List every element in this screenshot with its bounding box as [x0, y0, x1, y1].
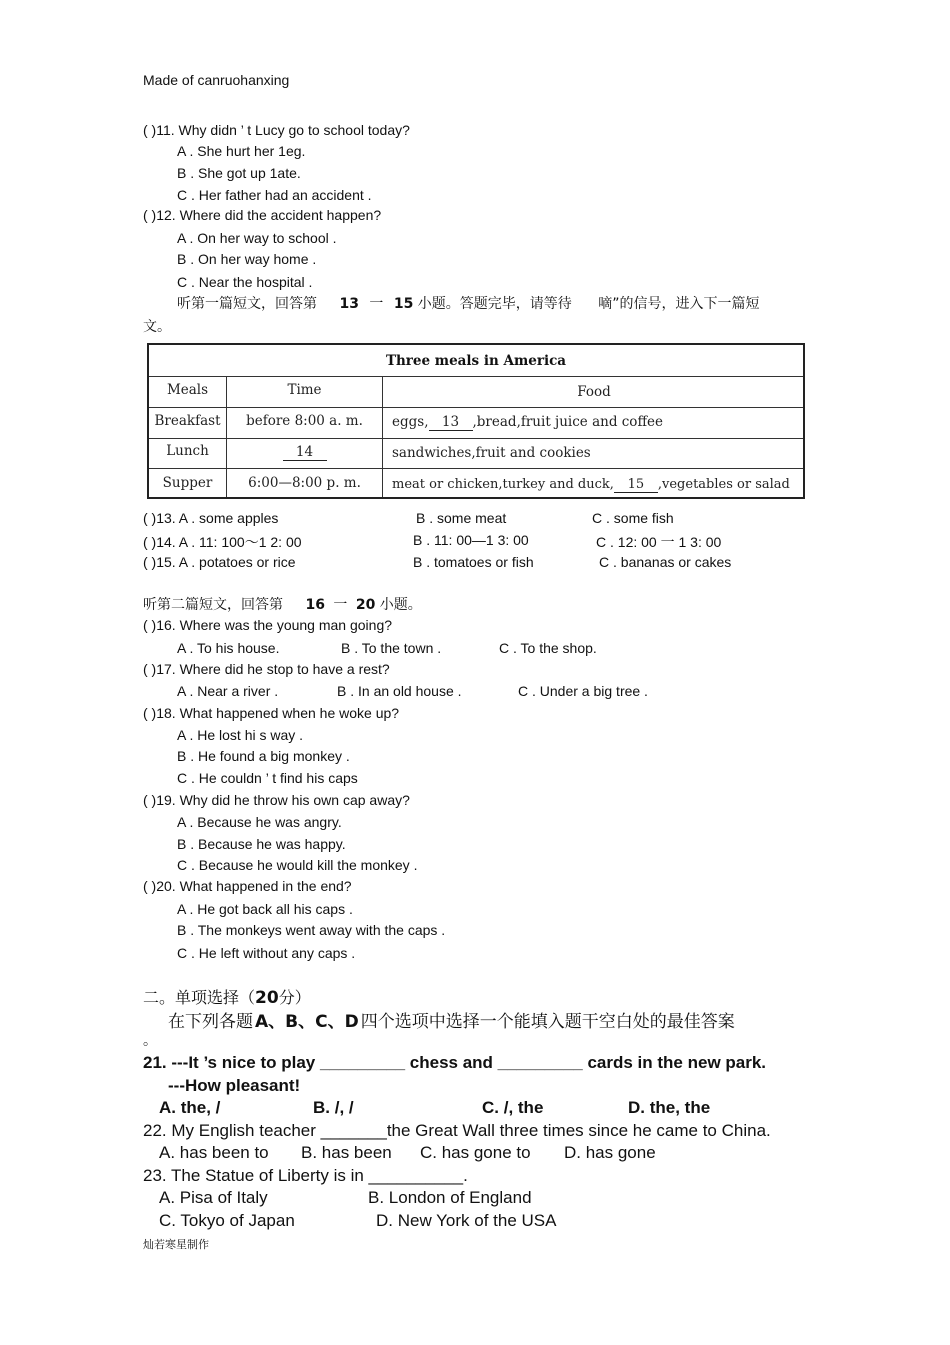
q14-option-b: B . 11: 00—1 3: 00: [413, 532, 529, 548]
instr2-post: 小题。: [379, 597, 422, 613]
section-2-instr-post: 四个选项中选择一个能填入题干空白处的最佳答案: [360, 1012, 735, 1032]
question-16: ( )16. Where was the young man going?: [143, 617, 393, 633]
q23-option-d: D. New York of the USA: [376, 1211, 557, 1230]
question-20: ( )20. What happened in the end?: [143, 878, 352, 894]
section-2-instr-pre: 在下列各题: [168, 1012, 253, 1032]
q23-option-c: C. Tokyo of Japan: [159, 1211, 295, 1230]
food-breakfast: [392, 414, 663, 431]
time-breakfast: before 8:00 a. m.: [246, 413, 363, 429]
q11-option-a: A . She hurt her 1eg.: [177, 143, 306, 159]
question-21: 21. ---It ’s nice to play _________ chess and _________ cards in the new park.: [143, 1053, 767, 1072]
header-food: Food: [577, 384, 611, 400]
instr2-n1: 16: [305, 597, 325, 613]
food-lunch: sandwiches,fruit and cookies: [392, 445, 591, 461]
q18-option-a: A . He lost hi s way .: [177, 727, 304, 743]
q15-option-c: C . bananas or cakes: [599, 554, 732, 570]
food-supper-post: ,vegetables or salad: [657, 477, 790, 492]
question-22: 22. My English teacher _______the Great Wall three times since he came to China.: [143, 1121, 771, 1140]
q17-option-b: B . In an old house .: [337, 683, 462, 699]
question-18: ( )18. What happened when he woke up?: [143, 705, 400, 721]
q18-option-c: C . He couldn ’ t find his caps: [177, 770, 358, 786]
question-17: ( )17. Where did he stop to have a rest?: [143, 661, 390, 677]
q21-reply: ---How pleasant!: [168, 1076, 301, 1095]
listening-instruction-2: [143, 594, 422, 614]
section-2-title-pre: 二。单项选择（: [143, 988, 256, 1007]
instr2-n2: 20: [355, 597, 376, 613]
section-2-title-post: 分）: [278, 988, 311, 1007]
header-time: Time: [287, 382, 322, 398]
food-breakfast-post: ,bread,fruit juice and coffee: [472, 414, 664, 430]
question-15: ( )15. A . potatoes or rice: [143, 554, 296, 570]
table-title: Three meals in America: [385, 353, 567, 369]
section-2-score: 20: [255, 988, 279, 1008]
q13-option-b: B . some meat: [416, 510, 507, 526]
instr2-dash: 一: [333, 597, 348, 613]
food-supper: [392, 477, 790, 493]
instr1-n1: 13: [339, 296, 359, 312]
q22-option-c: C. has gone to: [420, 1143, 531, 1162]
instr1-post: 小题。答题完毕，请等待: [417, 296, 572, 312]
page-footer: 灿若寒星制作: [143, 1238, 209, 1251]
instr1-n2: 15: [393, 296, 414, 312]
q21-option-a: A. the, /: [159, 1098, 221, 1117]
blank-14: 14: [283, 444, 327, 461]
meal-lunch: Lunch: [166, 443, 209, 459]
q11-option-c: C . Her father had an accident .: [177, 187, 372, 203]
question-11: ( )11. Why didn ’ t Lucy go to school today?: [143, 122, 410, 138]
q23-option-a: A. Pisa of Italy: [159, 1188, 268, 1207]
blank-13: 13: [429, 414, 473, 431]
question-12: ( )12. Where did the accident happen?: [143, 207, 382, 223]
q17-option-c: C . Under a big tree .: [518, 683, 648, 699]
listening-instruction-1: [177, 293, 760, 313]
meal-breakfast: Breakfast: [154, 413, 221, 429]
q15-option-b: B . tomatoes or fish: [413, 554, 534, 570]
q16-option-c: C . To the shop.: [499, 640, 597, 656]
page-header: Made of canruohanxing: [143, 72, 290, 88]
q13-option-c: C . some fish: [592, 510, 674, 526]
three-meals-table: [147, 343, 805, 499]
question-23: 23. The Statue of Liberty is in __________.: [143, 1166, 468, 1185]
q19-option-c: C . Because he would kill the monkey .: [177, 857, 418, 873]
q11-option-b: B . She got up 1ate.: [177, 165, 301, 181]
q17-option-a: A . Near a river .: [177, 683, 279, 699]
blank-15: 15: [614, 477, 658, 493]
q16-option-b: B . To the town .: [341, 640, 442, 656]
food-supper-pre: meat or chicken,turkey and duck,: [392, 477, 614, 492]
q20-option-a: A . He got back all his caps .: [177, 901, 353, 917]
q22-option-b: B. has been: [301, 1143, 392, 1162]
q21-option-b: B. /, /: [313, 1098, 354, 1117]
instr2-pre: 听第二篇短文，回答第: [143, 597, 283, 613]
instr1-dash: 一: [369, 296, 384, 312]
q21-option-d: D. the, the: [628, 1098, 711, 1117]
time-lunch: [227, 444, 382, 461]
q12-option-b: B . On her way home .: [177, 251, 317, 267]
q19-option-a: A . Because he was angry.: [177, 814, 342, 830]
q14-option-c: C . 12: 00 一 1 3: 00: [596, 534, 722, 550]
section-2-title: [143, 985, 311, 1008]
question-14: ( )14. A . 11: 100～1 2: 00: [143, 534, 302, 550]
q18-option-b: B . He found a big monkey .: [177, 748, 350, 764]
q22-option-a: A. has been to: [159, 1143, 269, 1162]
q16-option-a: A . To his house.: [177, 640, 280, 656]
q23-option-b: B. London of England: [368, 1188, 532, 1207]
q12-option-c: C . Near the hospital .: [177, 274, 313, 290]
question-19: ( )19. Why did he throw his own cap away?: [143, 792, 410, 808]
q20-option-c: C . He left without any caps .: [177, 945, 356, 961]
q22-option-d: D. has gone: [564, 1143, 656, 1162]
header-meals: Meals: [166, 382, 209, 398]
section-2-letters: A、B、C、D: [255, 1012, 359, 1032]
q19-option-b: B . Because he was happy.: [177, 836, 346, 852]
q20-option-b: B . The monkeys went away with the caps .: [177, 922, 446, 938]
question-13: ( )13. A . some apples: [143, 510, 279, 526]
q12-option-a: A . On her way to school .: [177, 230, 337, 246]
time-supper: 6:00—8:00 p. m.: [248, 475, 361, 491]
instr1-end: 嘀”的信号，进入下一篇短: [598, 296, 760, 312]
listening-instruction-1-cont: 文。: [143, 319, 171, 335]
food-breakfast-pre: eggs,: [392, 414, 429, 430]
q21-option-c: C. /, the: [482, 1098, 544, 1117]
meal-supper: Supper: [162, 475, 213, 491]
section-2-instruction-end: 。: [143, 1033, 157, 1049]
section-2-instruction: [168, 1007, 735, 1032]
instr1-pre: 听第一篇短文，回答第: [177, 296, 317, 312]
